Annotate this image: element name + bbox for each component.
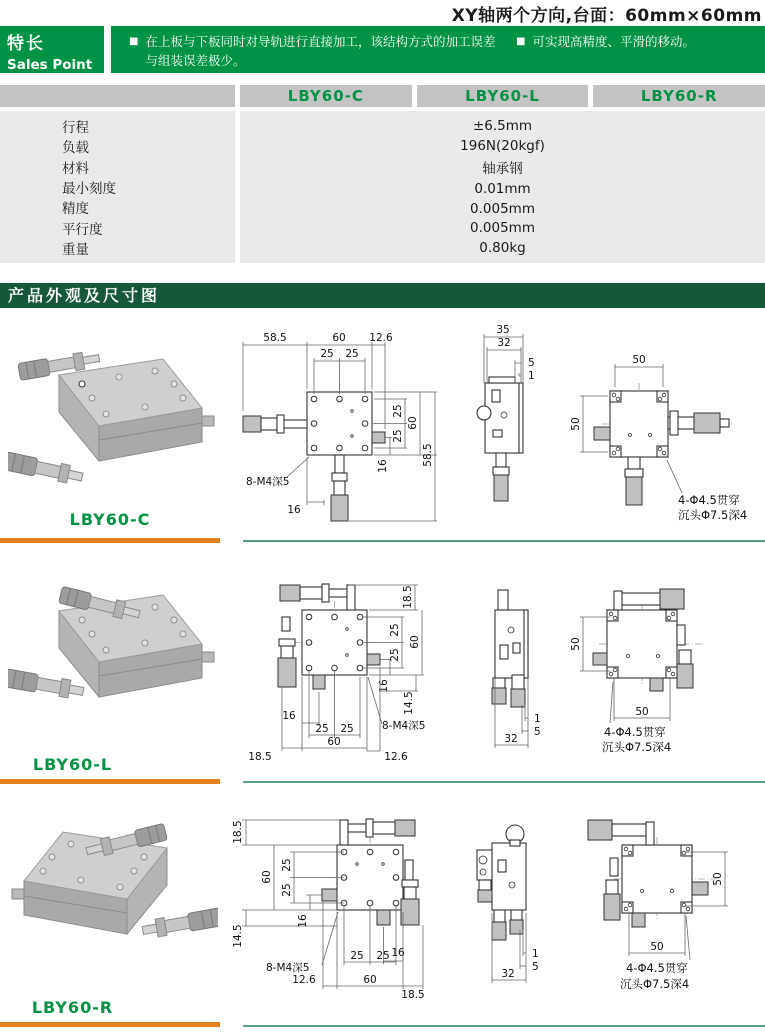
spec-table-header xyxy=(0,85,765,107)
orange-underline xyxy=(0,779,220,784)
bottom-view xyxy=(570,589,702,754)
dim-label: 1 xyxy=(534,713,541,725)
dim-label: 60 xyxy=(261,870,273,884)
dim-label: 60 xyxy=(327,736,341,748)
dim-label: 32 xyxy=(501,968,515,980)
micrometer-left xyxy=(8,669,85,700)
dim-label: 14.5 xyxy=(403,691,415,715)
dim-label: 60 xyxy=(409,635,421,649)
side-knob xyxy=(202,652,214,662)
micrometer-side xyxy=(141,908,218,939)
hole-note-line2: 沉头Φ7.5深4 xyxy=(678,508,748,522)
dim-label: 50 xyxy=(635,706,649,718)
section-banner: 产品外观及尺寸图 xyxy=(0,283,765,308)
model-label-lby60r: LBY60-R xyxy=(31,998,114,1017)
sales-point-heading xyxy=(0,26,104,73)
dim-label: 18.5 xyxy=(232,820,244,844)
dim-label: 35 xyxy=(496,324,510,336)
dim-label: 50 xyxy=(570,417,582,431)
dim-label: 12.6 xyxy=(292,974,316,986)
green-separator xyxy=(243,540,765,542)
dim-label: 50 xyxy=(632,354,646,366)
spec-label: 负载 xyxy=(62,140,89,157)
spec-label: 精度 xyxy=(62,201,89,218)
bullet-square-icon: ■ xyxy=(129,36,139,47)
side-view xyxy=(477,324,535,501)
front-view xyxy=(243,332,437,521)
dim-label: 60 xyxy=(407,416,419,430)
dim-label: 58.5 xyxy=(422,443,434,467)
divider xyxy=(104,26,111,73)
dim-label: 16 xyxy=(282,710,296,722)
spec-label: 材料 xyxy=(62,160,89,177)
dim-label: 60 xyxy=(363,974,377,986)
spec-label: 重量 xyxy=(62,241,89,258)
dim-label: 12.6 xyxy=(369,332,393,344)
spec-label: 行程 xyxy=(62,120,89,137)
hole-note-line2: 沉头Φ7.5深4 xyxy=(602,740,672,754)
dim-label: 25 xyxy=(350,950,364,962)
sales-bullet-2 xyxy=(504,32,759,73)
dim-label: 1 xyxy=(528,370,535,382)
dim-label: 25 xyxy=(315,723,329,735)
sales-bullet-1 xyxy=(129,32,504,73)
front-view xyxy=(232,819,425,1001)
spec-value: ±6.5mm xyxy=(472,117,533,134)
dim-label: 25 xyxy=(320,348,334,360)
model-label-lby60l: LBY60-L xyxy=(32,755,113,774)
hole-note-line1: 4-Φ4.5贯穿 xyxy=(604,725,666,739)
thread-note: 8-M4深5 xyxy=(382,720,426,732)
model-label-lby60c: LBY60-C xyxy=(69,510,151,529)
spec-table-body xyxy=(0,111,765,263)
spec-header-model-lby60l: LBY60-L xyxy=(417,85,589,107)
dim-label: 5 xyxy=(532,961,539,973)
dim-label: 50 xyxy=(712,872,724,886)
spec-value: 0.005mm xyxy=(470,220,535,237)
hole-note-line1: 4-Φ4.5贯穿 xyxy=(678,493,740,507)
dim-label: 50 xyxy=(650,941,664,953)
spec-header-model-lby60c: LBY60-C xyxy=(240,85,412,107)
dim-label: 58.5 xyxy=(263,332,287,344)
dim-label: 25 xyxy=(392,404,404,418)
green-separator xyxy=(243,1025,765,1027)
bottom-view xyxy=(588,820,728,991)
orange-underline xyxy=(0,1022,220,1027)
dim-label: 16 xyxy=(378,679,390,693)
spec-header-model-lby60r: LBY60-R xyxy=(593,85,765,107)
orange-underline xyxy=(0,538,220,543)
hole-note-line2: 沉头Φ7.5深4 xyxy=(620,977,690,991)
product-photo-lby60l xyxy=(8,563,218,748)
bottom-view xyxy=(570,354,747,522)
spec-value: 轴承钢 xyxy=(482,161,523,178)
spec-label: 最小刻度 xyxy=(62,180,116,197)
dim-label: 12.6 xyxy=(384,751,408,763)
dim-label: 25 xyxy=(389,623,401,637)
dim-label: 16 xyxy=(297,914,309,928)
sales-bullet-2-text: 可实现高精度、平滑的移动。 xyxy=(532,34,695,49)
dim-label: 18.5 xyxy=(248,751,272,763)
page-title: XY轴两个方向,台面：60mm×60mm xyxy=(451,6,762,26)
spec-value: 0.005mm xyxy=(470,200,535,217)
side-view xyxy=(492,590,541,748)
sales-point-heading-cn: 特长 xyxy=(7,34,45,54)
dim-label: 16 xyxy=(377,459,389,473)
thread-note: 8-M4深5 xyxy=(266,962,310,974)
dim-label: 32 xyxy=(497,337,511,349)
green-separator xyxy=(243,781,765,783)
dim-label: 25 xyxy=(376,950,390,962)
sales-bullet-1-text: 在上板与下板同时对导轨进行直接加工，该结构方式的加工误差与组装误差极少。 xyxy=(145,34,496,69)
product-photo-lby60r xyxy=(8,798,218,988)
dimension-drawing-lby60l xyxy=(230,555,765,775)
dim-label: 18.5 xyxy=(401,989,425,1001)
dim-label: 16 xyxy=(391,947,405,959)
side-knob xyxy=(12,889,24,899)
dim-label: 50 xyxy=(570,637,582,651)
hole-note-line1: 4-Φ4.5贯穿 xyxy=(626,961,688,975)
dim-label: 18.5 xyxy=(402,585,414,609)
dim-label: 5 xyxy=(534,726,541,738)
dim-label: 1 xyxy=(532,948,539,960)
spec-header-label-cell xyxy=(0,85,235,107)
dim-label: 25 xyxy=(345,348,359,360)
dim-label: 16 xyxy=(287,504,301,516)
dimension-drawing-lby60c xyxy=(230,315,765,533)
dim-label: 25 xyxy=(281,858,293,872)
spec-row-values xyxy=(240,111,765,263)
dim-label: 25 xyxy=(281,883,293,897)
dim-label: 25 xyxy=(340,723,354,735)
dim-label: 60 xyxy=(332,332,346,344)
spec-row-labels xyxy=(0,111,235,263)
sales-point-heading-en: Sales Point xyxy=(7,57,93,73)
dim-label: 32 xyxy=(504,733,518,745)
product-photo-lby60c xyxy=(8,330,218,510)
side-knob xyxy=(202,416,214,426)
side-view xyxy=(477,825,539,983)
spec-label: 平行度 xyxy=(62,221,103,238)
dimension-drawing-lby60r xyxy=(230,790,765,1015)
bullet-square-icon: ■ xyxy=(516,36,526,47)
micrometer-bottom xyxy=(8,452,84,486)
sales-point-bullets xyxy=(111,26,765,73)
thread-note: 8-M4深5 xyxy=(246,476,290,488)
spec-value: 0.80kg xyxy=(479,240,526,257)
spec-value: 196N(20kgf) xyxy=(460,137,545,154)
front-view xyxy=(248,584,425,763)
dim-label: 5 xyxy=(528,357,535,369)
sales-point-band xyxy=(0,26,765,73)
dim-label: 25 xyxy=(392,429,404,443)
dim-label: 14.5 xyxy=(232,924,244,948)
dim-label: 25 xyxy=(389,648,401,662)
spec-value: 0.01mm xyxy=(474,180,531,197)
